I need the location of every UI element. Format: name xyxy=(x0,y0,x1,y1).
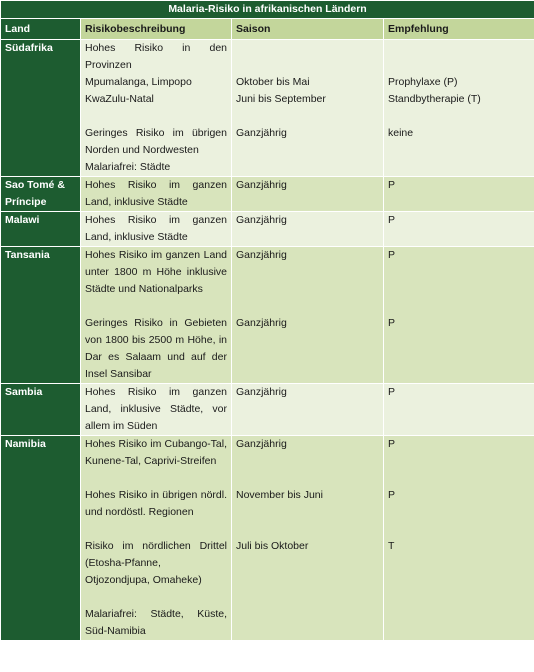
country-cell: Sao Tomé & Príncipe xyxy=(1,177,81,212)
country-cell: Tansania xyxy=(1,247,81,384)
season-cell-entry: Ganzjährig xyxy=(236,214,287,226)
recommendation-cell xyxy=(384,40,534,177)
recommendation-cell xyxy=(384,177,534,212)
table-row-sao-tome-principe xyxy=(1,177,534,212)
recommendation-cell-entry: P xyxy=(388,489,396,501)
header-risk-description: Risikobeschreibung xyxy=(81,19,232,40)
recommendation-cell-entry: P xyxy=(388,214,396,226)
recommendation-cell-entry: P xyxy=(388,179,396,191)
risk-description-cell-entry: Risiko im nördlichen Drittel (Etosha-Pfanne, Otjozondjupa, Omaheke) xyxy=(85,540,227,586)
risk-description-cell xyxy=(81,40,232,177)
table-row-sambia xyxy=(1,384,534,436)
table-body xyxy=(1,40,534,641)
season-cell xyxy=(232,247,384,384)
season-cell-entry: November bis Juni xyxy=(236,489,323,501)
risk-description-cell-entry: Hohes Risiko in den Provinzen Mpumalanga, Limpopo KwaZulu-Natal xyxy=(85,42,227,105)
country-cell: Namibia xyxy=(1,436,81,641)
risk-description-cell xyxy=(81,384,232,436)
country-cell: Malawi xyxy=(1,212,81,247)
risk-description-cell-entry: Hohes Risiko im ganzen Land unter 1800 m Höhe inklusive Städte und Nationalparks xyxy=(85,249,227,295)
risk-description-cell xyxy=(81,436,232,641)
table-row-malawi xyxy=(1,212,534,247)
season-cell-entry: Oktober bis Mai Juni bis September xyxy=(236,76,326,105)
recommendation-cell-entry: P xyxy=(388,438,396,450)
recommendation-cell-entry: Prophylaxe (P) Standbytherapie (T) xyxy=(388,76,481,105)
season-cell-entry: Ganzjährig xyxy=(236,249,287,261)
season-cell xyxy=(232,40,384,177)
header-land: Land xyxy=(1,19,81,40)
season-cell-entry: Ganzjährig xyxy=(236,386,287,398)
season-cell xyxy=(232,177,384,212)
season-cell xyxy=(232,384,384,436)
risk-description-cell-entry: Malariafrei: Städte, Küste, Süd-Namibia xyxy=(85,608,227,637)
table-title: Malaria-Risiko in afrikanischen Ländern xyxy=(1,1,534,19)
country-cell: Sambia xyxy=(1,384,81,436)
recommendation-cell-entry xyxy=(388,606,530,640)
header-recommendation: Empfehlung xyxy=(384,19,534,40)
risk-description-cell-entry: Hohes Risiko im ganzen Land, inklusive Städte, vor allem im Süden xyxy=(85,386,227,432)
season-cell-entry: Ganzjährig xyxy=(236,127,287,139)
season-cell-entry: Juli bis Oktober xyxy=(236,540,309,552)
risk-description-cell-entry: Hohes Risiko in übrigen nördl. und nordöstl. Regionen xyxy=(85,489,227,518)
recommendation-cell-entry: P xyxy=(388,386,396,398)
recommendation-cell-entry: P xyxy=(388,249,396,261)
season-cell-entry: Ganzjährig xyxy=(236,438,287,450)
risk-description-cell-entry: Geringes Risiko im übrigen Norden und Nordwesten Malariafrei: Städte xyxy=(85,127,227,173)
recommendation-cell xyxy=(384,384,534,436)
recommendation-cell-entry: keine xyxy=(388,127,414,139)
risk-description-cell-entry: Hohes Risiko im ganzen Land, inklusive Städte xyxy=(85,214,227,243)
recommendation-cell xyxy=(384,436,534,641)
recommendation-cell-entry: P xyxy=(388,317,396,329)
risk-description-cell-entry: Geringes Risiko in Gebieten von 1800 bis 2500 m Höhe, in Dar es Salaam und auf der Insel Sansibar xyxy=(85,317,227,380)
risk-description-cell xyxy=(81,177,232,212)
season-cell xyxy=(232,212,384,247)
season-cell-entry xyxy=(236,606,379,640)
table-row-sudafrika xyxy=(1,40,534,177)
season-cell xyxy=(232,436,384,641)
risk-description-cell xyxy=(81,212,232,247)
header-season: Saison xyxy=(232,19,384,40)
season-cell-entry: Ganzjährig xyxy=(236,179,287,191)
header-row xyxy=(1,19,534,40)
season-cell-entry: Ganzjährig xyxy=(236,317,287,329)
recommendation-cell-entry: T xyxy=(388,540,395,552)
recommendation-cell xyxy=(384,212,534,247)
country-cell: Südafrika xyxy=(1,40,81,177)
risk-description-cell-entry: Hohes Risiko im ganzen Land, inklusive Städte xyxy=(85,179,227,208)
risk-description-cell xyxy=(81,247,232,384)
risk-description-cell-entry: Hohes Risiko im Cubango-Tal, Kunene-Tal, Caprivi-Streifen xyxy=(85,438,227,467)
table-row-tansania xyxy=(1,247,534,384)
table-row-namibia xyxy=(1,436,534,641)
recommendation-cell xyxy=(384,247,534,384)
